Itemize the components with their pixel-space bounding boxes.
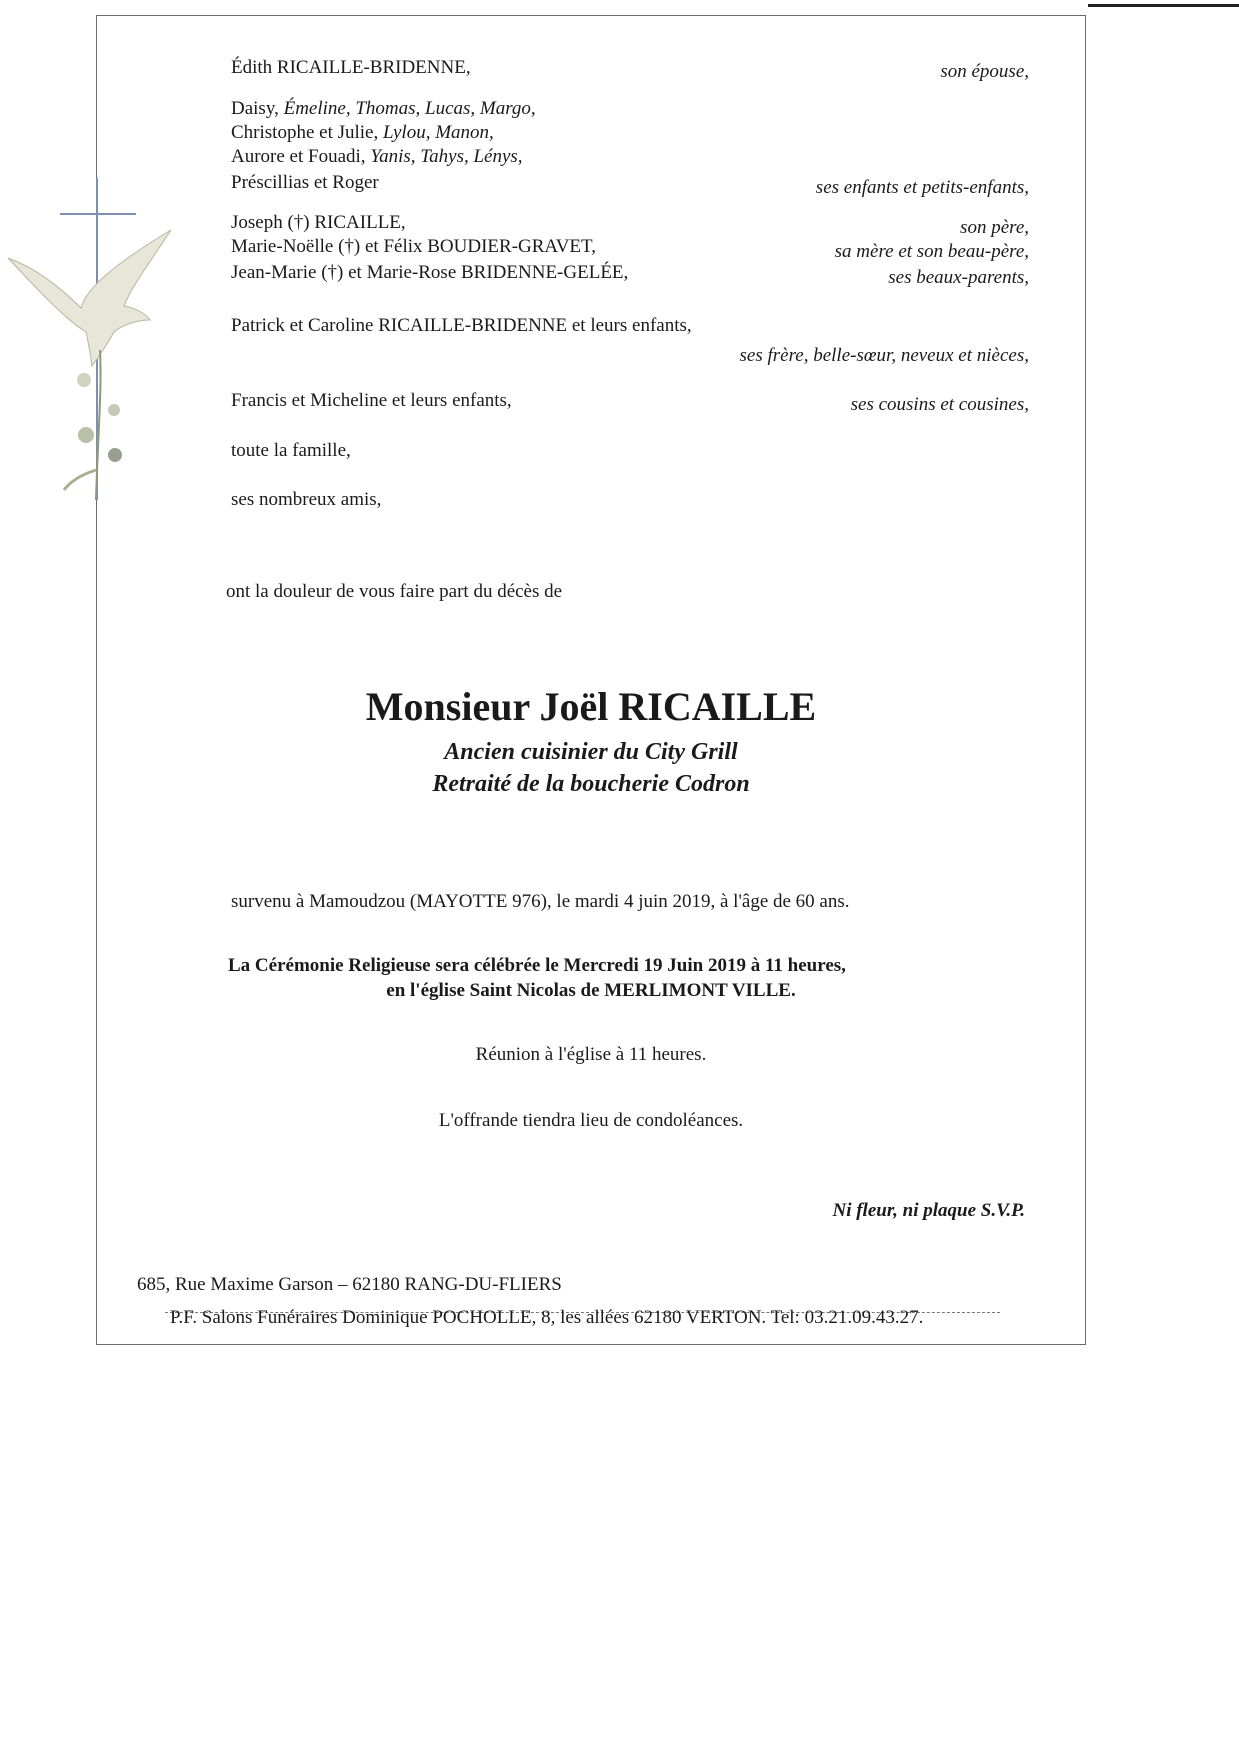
inlaws-name: Jean-Marie (†) et Marie-Rose BRIDENNE-GELÉE, [231, 262, 629, 283]
funeral-home: P.F. Salons Funéraires Dominique POCHOLLE, 8, les allées 62180 VERTON. Tel: 03.21.09.43.27. [170, 1307, 924, 1328]
children-line-4: Préscillias et Roger [231, 172, 379, 193]
inlaws-relation: ses beaux-parents, [888, 267, 1029, 288]
announcement-text: ont la douleur de vous faire part du décès de [226, 581, 563, 602]
mother-relation: sa mère et son beau-père, [834, 241, 1029, 262]
sibling-name: Patrick et Caroline RICAILLE-BRIDENNE et leurs enfants, [231, 315, 692, 336]
cousins-name: Francis et Micheline et leurs enfants, [231, 390, 512, 411]
mother-name: Marie-Noëlle (†) et Félix BOUDIER-GRAVET, [231, 236, 596, 257]
death-details: survenu à Mamoudzou (MAYOTTE 976), le mardi 4 juin 2019, à l'âge de 60 ans. [231, 891, 850, 912]
cousins-relation: ses cousins et cousines, [850, 394, 1029, 415]
no-flowers-notice: Ni fleur, ni plaque S.V.P. [832, 1200, 1025, 1221]
deceased-subtitle-2: Retraité de la boucherie Codron [432, 771, 750, 797]
father-name: Joseph (†) RICAILLE, [231, 212, 406, 233]
cross-icon-horizontal [60, 213, 136, 215]
scan-edge-line [1088, 4, 1239, 7]
spouse-name: Édith RICAILLE-BRIDENNE, [231, 57, 471, 78]
sibling-relation: ses frère, belle-sœur, neveux et nièces, [739, 345, 1029, 366]
children-line-2: Christophe et Julie, Lylou, Manon, [231, 122, 494, 143]
flower-sprig-icon [60, 350, 140, 500]
deceased-name: Monsieur Joël RICAILLE [365, 684, 817, 729]
ceremony-line-1: La Cérémonie Religieuse sera célébrée le Mercredi 19 Juin 2019 à 11 heures, [228, 955, 846, 976]
spouse-relation: son épouse, [940, 61, 1029, 82]
dove-icon [6, 228, 176, 368]
friends: ses nombreux amis, [231, 489, 382, 510]
children-line-1: Daisy, Émeline, Thomas, Lucas, Margo, [231, 98, 536, 119]
whole-family: toute la famille, [231, 440, 351, 461]
ceremony-line-2: en l'église Saint Nicolas de MERLIMONT VILLE. [386, 980, 796, 1001]
father-relation: son père, [960, 217, 1029, 238]
offering-text: L'offrande tiendra lieu de condoléances. [438, 1110, 744, 1131]
meeting-text: Réunion à l'église à 11 heures. [475, 1044, 707, 1065]
deceased-subtitle-1: Ancien cuisinier du City Grill [444, 739, 738, 765]
address: 685, Rue Maxime Garson – 62180 RANG-DU-FLIERS [137, 1274, 562, 1295]
children-line-3: Aurore et Fouadi, Yanis, Tahys, Lénys, [231, 146, 523, 167]
children-relation: ses enfants et petits-enfants, [815, 177, 1029, 198]
